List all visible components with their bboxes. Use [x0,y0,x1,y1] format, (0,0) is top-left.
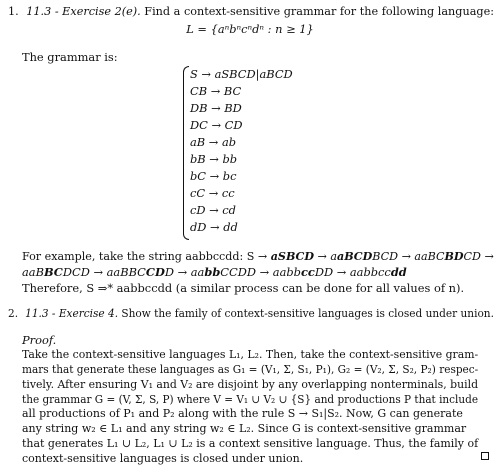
problem-1-ref: 11.3 - Exercise 2(e). [26,4,141,18]
problem-1-number: 1. [8,4,19,18]
problem-1-heading [8,4,494,19]
example-derivation-line-1: For example, take the string aabbccdd: S → aSBCD → aaBCDBCD → aaBCBDCD → [22,249,494,263]
proof-line: all productions of P₁ and P₂ along with the rule S → S₁|S₂. Now, G can generate [22,407,463,421]
grammar-rule: aB → ab [190,135,237,149]
grammar-rule: CB → BC [190,84,242,98]
language-definition: L = {aⁿbⁿcⁿdⁿ : n ≥ 1} [186,22,314,36]
grammar-rule: DB → BD [190,101,242,115]
grammar-rule: dD → dd [190,220,238,234]
proof-line: mars that generate these languages as G₁ = (V₁, Σ, S₁, P₁), G₂ = (V₂, Σ, S₂, P₂) respec- [22,362,479,376]
example-conclusion: Therefore, S ⇒* aabbccdd (a similar process can be done for all values of n). [22,281,465,295]
proof-line: Take the context-sensitive languages L₁, L₂. Then, take the context-sensitive gram- [22,348,479,361]
grammar-intro: The grammar is: [22,50,118,64]
problem-1-prompt: Find a context-sensitive grammar for the following language: [144,4,495,18]
grammar-rule: cD → cd [190,203,236,217]
proof-line: any string w₂ ∈ L₁ and any string w₂ ∈ L₂. Since G is context-sensitive grammar [22,422,467,436]
proof-line: that generates L₁ ∪ L₂, L₁ ∪ L₂ is a context sensitive language. Thus, the family of [22,437,479,451]
grammar-rule: bB → bb [190,152,238,166]
proof-line: the grammar G = (V, Σ, S, P) where V = V₁ ∪ V₂ ∪ {S} and productions P that include [22,392,479,406]
qed-box-icon [481,452,489,460]
grammar-rule: DC → CD [190,118,243,132]
example-derivation-line-2: aaBBCDCD → aaBBCCDD → aabbCCDD → aabbccDD → aabbccdd [22,265,407,279]
proof-line: tively. After ensuring V₁ and V₂ are disjoint by any overlapping nonterminals, build [22,377,479,391]
grammar-rule: cC → cc [190,186,235,200]
grammar-rule: bC → bc [190,169,237,183]
problem-2-heading [8,306,494,321]
proof-label: Proof. [22,333,57,347]
grammar-rule: S → aSBCD|aBCD [190,67,293,81]
proof-line: context-sensitive languages is closed under union. [22,452,304,465]
problem-2-number: 2. [8,306,19,320]
grammar-brace [183,66,189,240]
problem-2-prompt: Show the family of context-sensitive languages is closed under union. [121,306,494,320]
problem-2-ref: 11.3 - Exercise 4. [25,306,119,320]
